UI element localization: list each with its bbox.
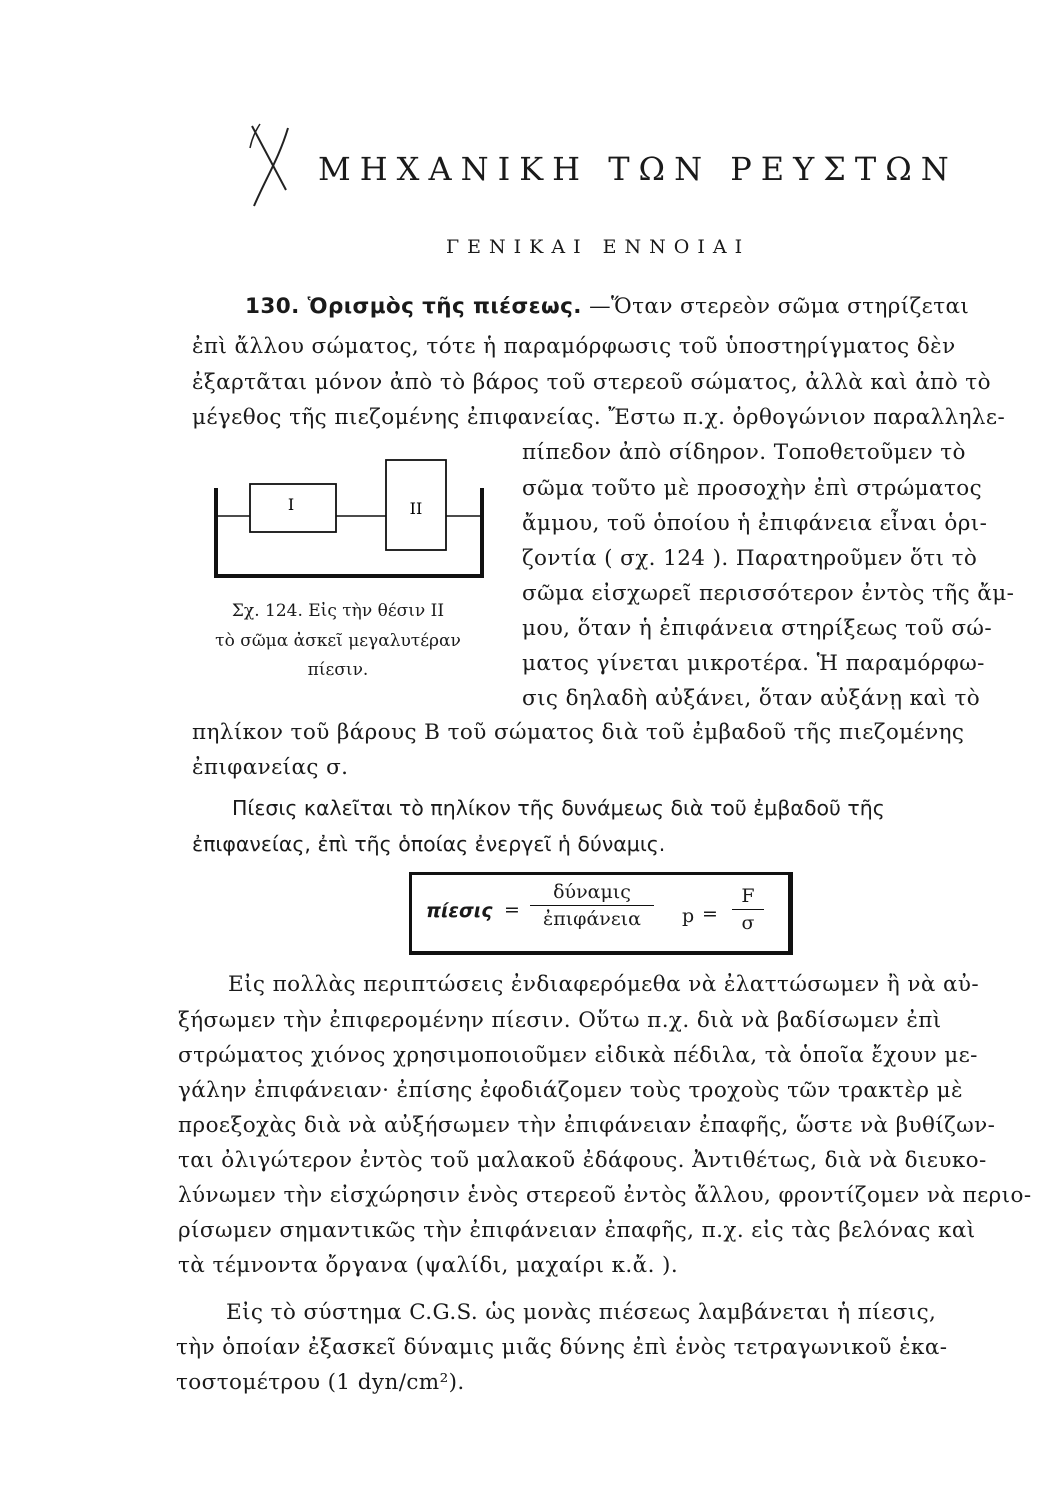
body-line: στρώματος χιόνος χρησιμοποιοῦμεν εἰδικὰ πέδιλα, τὰ ὁποῖα ἔχουν με- — [178, 1043, 978, 1068]
formula-numerator-2: F — [741, 885, 755, 907]
figure-caption-line: Σχ. 124. Εἰς τὴν θέσιν ΙΙ — [231, 601, 445, 621]
body-line: τὴν ὁποίαν ἐξασκεῖ δύναμις μιᾶς δύνης ἐπὶ ἑνὸς τετραγωνικοῦ ἑκα- — [176, 1335, 948, 1360]
body-line: ἄμμου, τοῦ ὁποίου ἡ ἐπιφάνεια εἶναι ὁρι- — [522, 511, 988, 536]
body-line: πίπεδον ἀπὸ σίδηρον. Τοποθετοῦμεν τὸ — [522, 440, 966, 465]
figure-caption-line: τὸ σῶμα ἀσκεῖ μεγαλυτέραν — [215, 631, 461, 651]
paragraph-title: 130. Ὁρισμὸς τῆς πιέσεως. — [245, 294, 582, 319]
formula-denominator-2: σ — [741, 912, 755, 934]
formula-fraction-2 — [732, 885, 764, 934]
body-line: σις δηλαδὴ αὐξάνει, ὅταν αὐξάνῃ καὶ τὸ — [522, 686, 981, 711]
body-line: ρίσωμεν σημαντικῶς τὴν ἐπιφάνειαν ἐπαφῆς, π.χ. εἰς τὰς βελόνας καὶ — [178, 1218, 976, 1243]
formula-lhs: πίεσις — [426, 900, 493, 922]
body-line: ἐπὶ ἄλλου σώματος, τότε ἡ παραμόρφωσις τοῦ ὑποστηρίγματος δὲν — [192, 334, 956, 359]
handwritten-x-mark — [244, 118, 304, 213]
definition-line: Πίεσις καλεῖται τὸ πηλίκον τῆς δυνάμεως διὰ τοῦ ἐμβαδοῦ τῆς — [232, 796, 885, 820]
paragraph-text: —Ὅταν στερεὸν σῶμα στηρίζεται — [589, 294, 970, 319]
body-line: λύνωμεν τὴν εἰσχώρησιν ἑνὸς στερεοῦ ἐντὸς ἄλλου, φροντίζομεν νὰ περιο- — [178, 1183, 1032, 1208]
body-line: ξήσωμεν τὴν ἐπιφερομένην πίεσιν. Οὕτω π.χ. διὰ νὰ βαδίσωμεν ἐπὶ — [178, 1008, 942, 1033]
chapter-title: ΜΗΧΑΝΙΚΗ ΤΩΝ ΡΕΥΣΤΩΝ — [318, 150, 958, 188]
body-line: σῶμα εἰσχωρεῖ περισσότερον ἐντὸς τῆς ἄμ- — [522, 581, 1015, 606]
body-line: τοστομέτρου (1 dyn/cm²). — [176, 1370, 465, 1395]
body-line: προεξοχὰς διὰ νὰ αὐξήσωμεν τὴν ἐπιφάνειαν ἐπαφῆς, ὥστε νὰ βυθίζων- — [178, 1113, 996, 1138]
body-line: ἐπιφανείας σ. — [192, 755, 349, 780]
label-position-2: II — [409, 499, 423, 518]
formula-fraction — [530, 881, 654, 930]
body-line: Εἰς πολλὰς περιπτώσεις ἐνδιαφερόμεθα νὰ ἐλαττώσωμεν ἢ νὰ αὐ- — [228, 972, 980, 997]
body-line: σῶμα τοῦτο μὲ προσοχὴν ἐπὶ στρώματος — [522, 476, 983, 501]
figure-caption-line: πίεσιν. — [307, 660, 369, 680]
body-line: τὰ τέμνοντα ὄργανα (ψαλίδι, μαχαίρι κ.ἄ. ). — [178, 1253, 679, 1278]
body-line: μέγεθος τῆς πιεζομένης ἐπιφανείας. Ἔστω π.χ. ὀρθογώνιον παραλληλε- — [192, 405, 1006, 430]
formula-equals: = — [504, 899, 520, 921]
definition-line: ἐπιφανείας, ἐπὶ τῆς ὁποίας ἐνεργεῖ ἡ δύναμις. — [192, 832, 666, 856]
body-line: ζοντία ( σχ. 124 ). Παρατηροῦμεν ὅτι τὸ — [522, 546, 978, 571]
body-line: πηλίκον τοῦ βάρους Β τοῦ σώματος διὰ τοῦ ἐμβαδοῦ τῆς πιεζομένης — [192, 720, 965, 745]
body-line: ται ὀλιγώτερον ἐντὸς τοῦ μαλακοῦ ἐδάφους. Ἀντιθέτως, διὰ νὰ διευκο- — [178, 1148, 987, 1173]
formula-numerator: δύναμις — [553, 881, 631, 903]
body-line: Εἰς τὸ σύστημα C.G.S. ὡς μονὰς πιέσεως λαμβάνεται ἡ πίεσις, — [226, 1300, 937, 1325]
formula-p: p — [682, 905, 695, 927]
formula-equals-2: = — [702, 903, 718, 925]
label-position-1: I — [287, 495, 295, 514]
body-line: γάλην ἐπιφάνειαν· ἐπίσης ἐφοδιάζομεν τοὺς τροχοὺς τῶν τρακτὲρ μὲ — [178, 1078, 963, 1103]
body-line: μου, ὅταν ἡ ἐπιφάνεια στηρίξεως τοῦ σώ- — [522, 616, 993, 641]
figure-sand-blocks — [206, 458, 496, 588]
body-line: ματος γίνεται μικροτέρα. Ἡ παραμόρφω- — [522, 651, 985, 676]
pressure-formula-box — [409, 872, 793, 955]
body-line: ἐξαρτᾶται μόνον ἀπὸ τὸ βάρος τοῦ στερεοῦ σώματος, ἀλλὰ καὶ ἀπὸ τὸ — [192, 370, 991, 395]
formula-denominator: ἐπιφάνεια — [543, 908, 641, 930]
paragraph-heading-line — [245, 294, 969, 319]
section-title: ΓΕΝΙΚΑΙ ΕΝΝΟΙΑΙ — [446, 236, 751, 258]
